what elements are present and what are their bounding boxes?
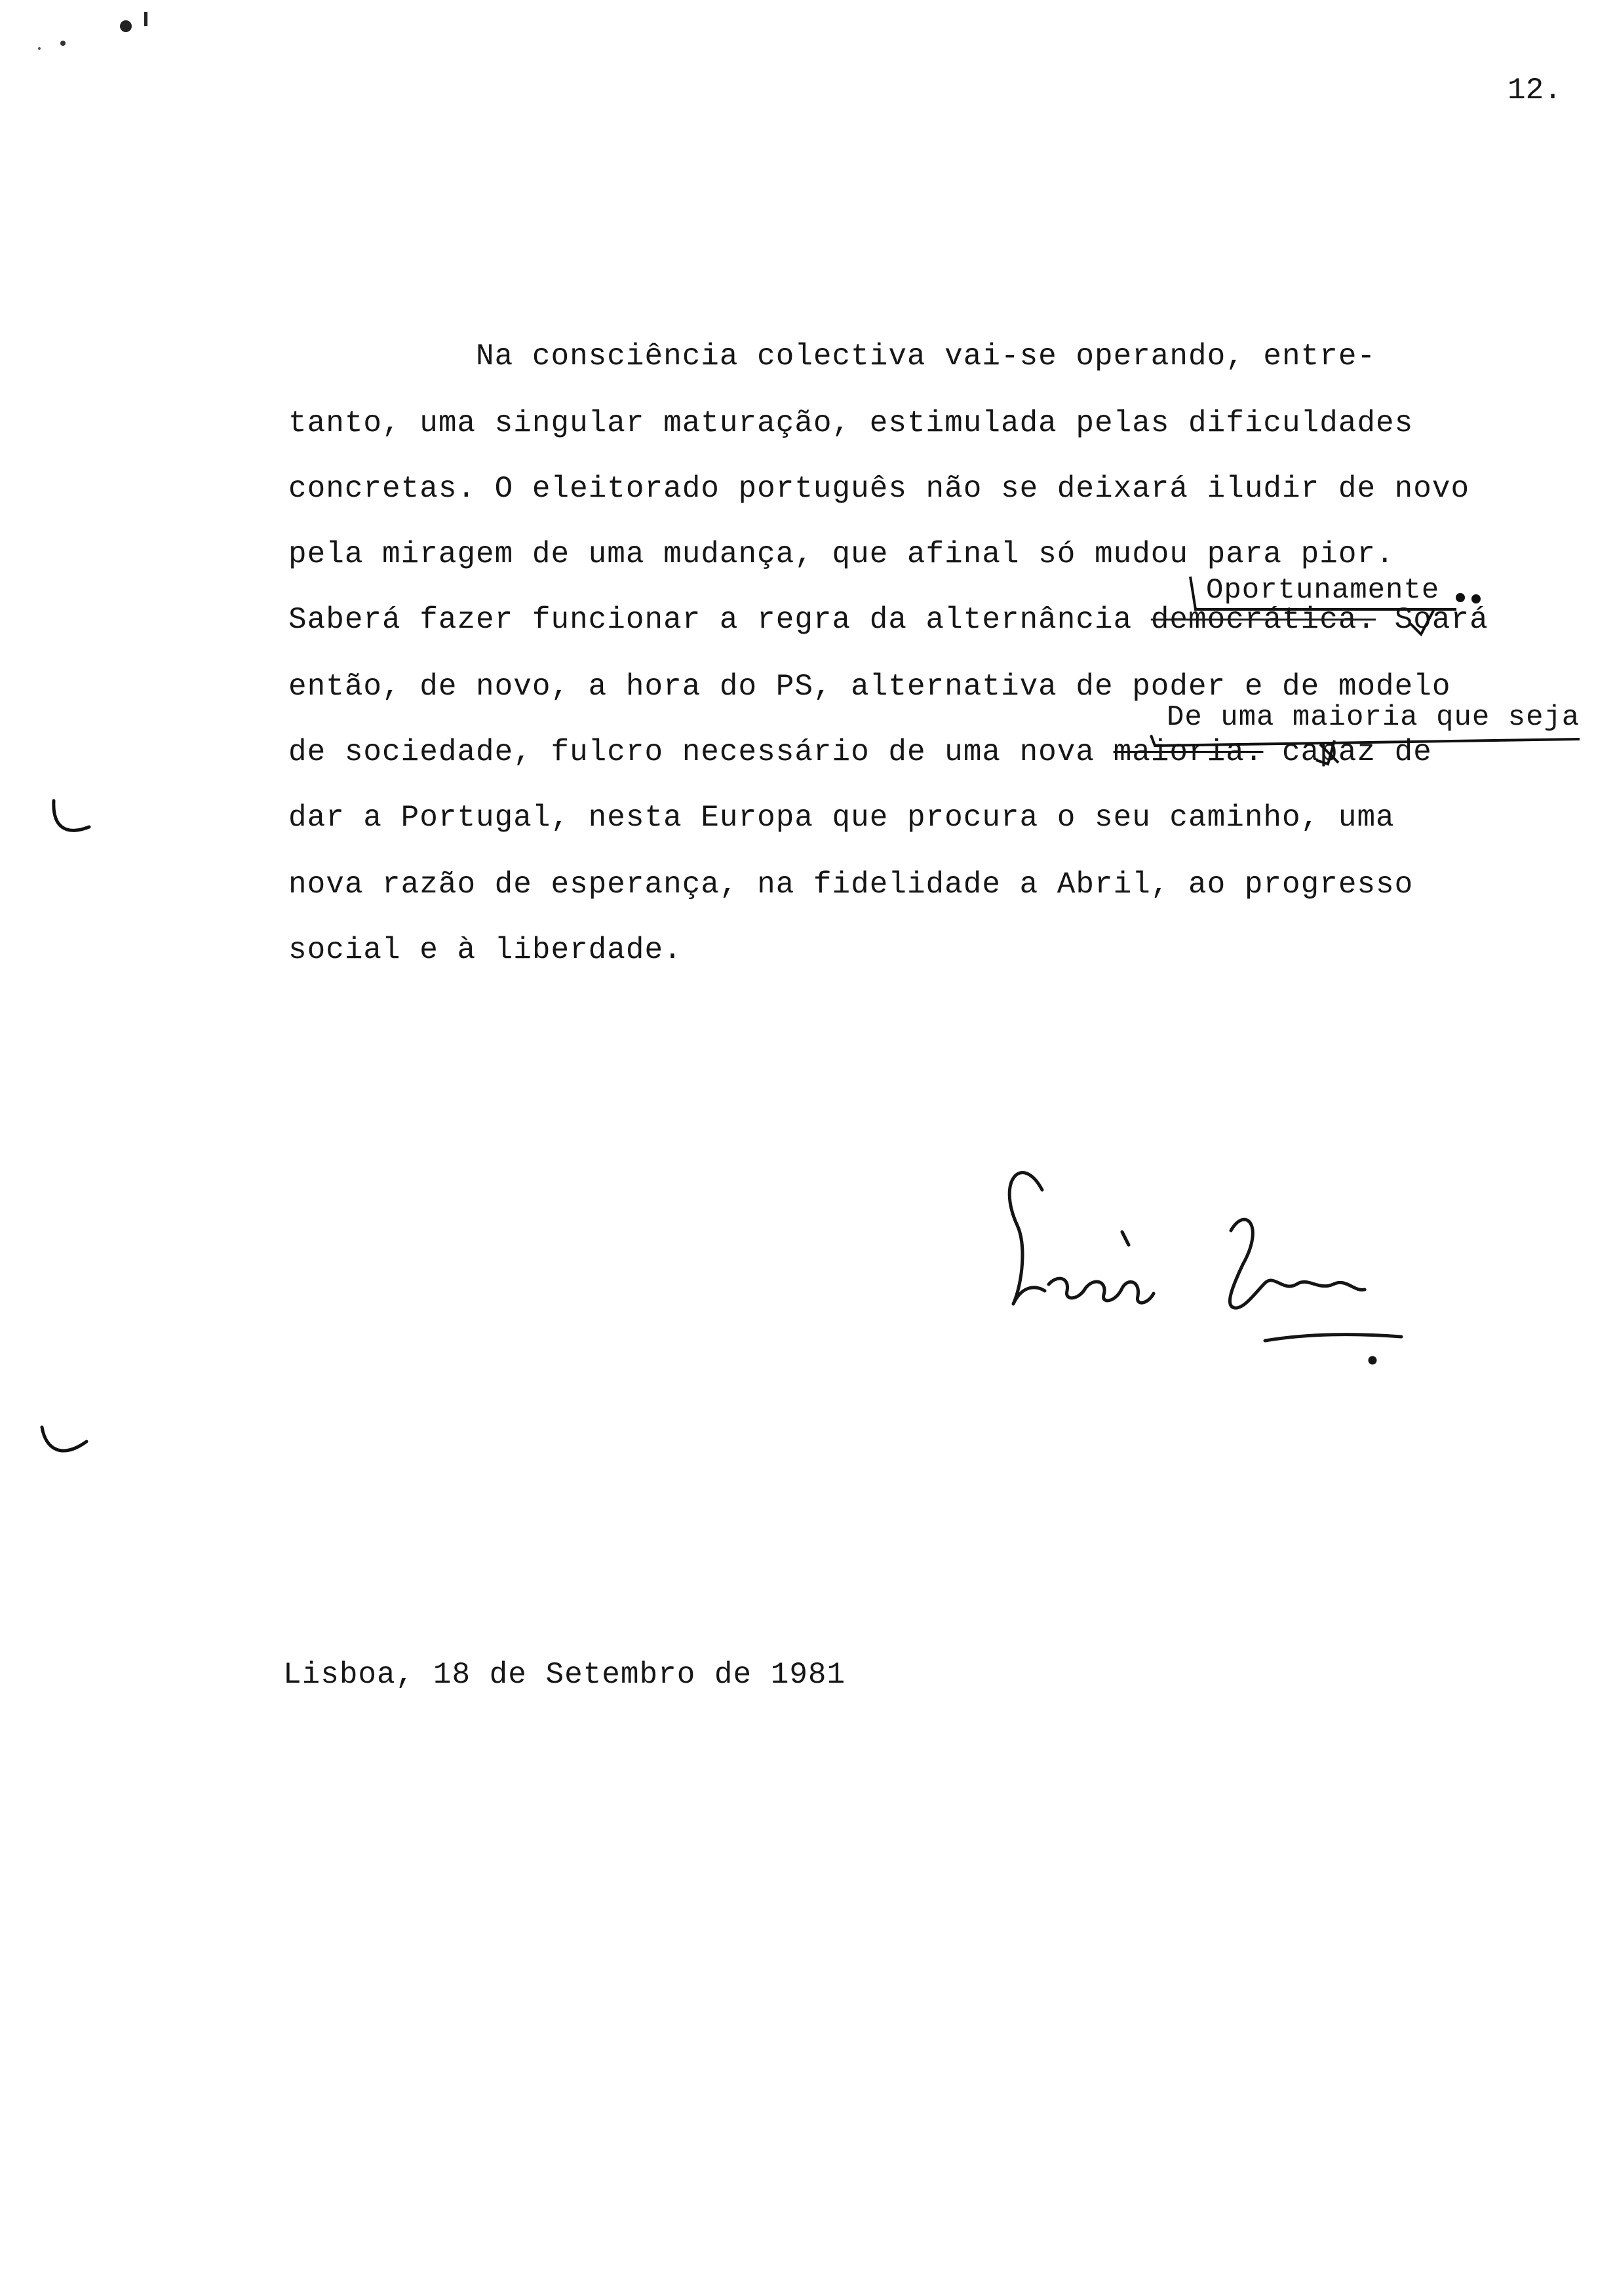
margin-ring-mark-icon bbox=[42, 801, 89, 1451]
struck-word-1: democrática. bbox=[1150, 603, 1376, 637]
body-line-2: tanto, uma singular maturação, estimulada pelas dificuldades bbox=[288, 406, 1414, 440]
body-line-3: concretas. O eleitorado português não se deixará iludir de novo bbox=[288, 472, 1470, 506]
body-line-5 bbox=[288, 603, 1489, 637]
body-line-7-tail: capaz de bbox=[1263, 735, 1432, 769]
body-line-10: social e à liberdade. bbox=[288, 933, 682, 967]
body-line-7-text: de sociedade, fulcro necessário de uma nova bbox=[288, 735, 1114, 769]
insertion-de-uma-maioria: De uma maioria que seja bbox=[1167, 701, 1580, 734]
place-date: Lisboa, 18 de Setembro de 1981 bbox=[283, 1658, 846, 1692]
corner-smudge-icon bbox=[38, 12, 147, 50]
body-line-5-text: Saberá fazer funcionar a regra da alternância bbox=[288, 603, 1151, 637]
body-line-4: pela miragem de uma mudança, que afinal só mudou para pior. bbox=[288, 537, 1395, 571]
handwritten-signature bbox=[1009, 1173, 1401, 1363]
insertion-oportunamente: Oportunamente bbox=[1206, 574, 1440, 607]
page-number: 12. bbox=[1508, 73, 1562, 107]
body-line-1: Na consciência colectiva vai-se operando, entre- bbox=[288, 339, 1376, 373]
struck-word-2: maioria. bbox=[1113, 735, 1264, 769]
body-line-9: nova razão de esperança, na fidelidade a Abril, ao progresso bbox=[288, 868, 1414, 902]
body-line-8: dar a Portugal, nesta Europa que procura o seu caminho, uma bbox=[288, 801, 1395, 835]
body-line-6: então, de novo, a hora do PS, alternativa de poder e de modelo bbox=[288, 670, 1451, 704]
body-line-7 bbox=[288, 735, 1432, 769]
body-line-5-tail: Soará bbox=[1376, 603, 1489, 637]
